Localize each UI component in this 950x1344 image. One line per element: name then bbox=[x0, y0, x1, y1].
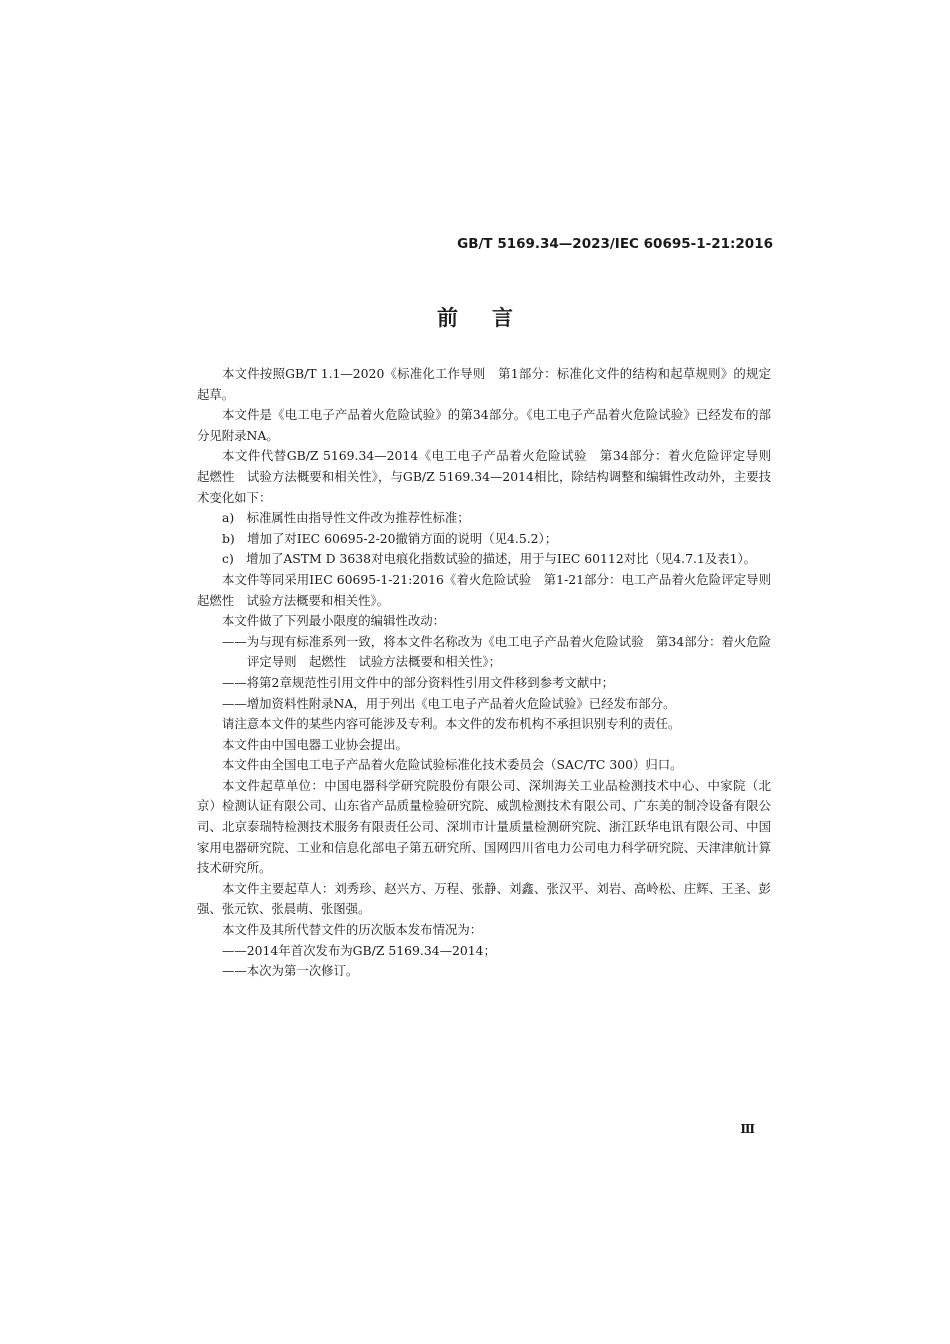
list-item: ——将第2章规范性引用文件中的部分资料性引用文件移到参考文献中； bbox=[222, 674, 614, 690]
list-item: ——2014年首次发布为GB/Z 5169.34—2014； bbox=[222, 942, 496, 958]
paragraph: 本文件按照GB/T 1.1—2020《标准化工作导则 第1部分：标准化文件的结构和起草规则》的规定起草。 bbox=[197, 366, 771, 402]
paragraph: 本文件做了下列最小限度的编辑性改动： bbox=[222, 613, 446, 629]
list-item: c) 增加了ASTM D 3638对电痕化指数试验的描述，用于与IEC 60112对比（见4.7.1及表1）。 bbox=[222, 551, 757, 567]
paragraph: 本文件主要起草人：刘秀珍、赵兴方、万程、张静、刘鑫、张汉平、刘岩、高岭松、庄辉、王圣、彭强、张元钦、张晨萌、张图强。 bbox=[197, 880, 771, 917]
page-title: 前言 bbox=[437, 306, 547, 330]
paragraph: 本文件由中国电器工业协会提出。 bbox=[222, 736, 408, 752]
list-item: ——本次为第一次修订。 bbox=[222, 963, 359, 979]
paragraph: 本文件起草单位：中国电器科学研究院股份有限公司、深圳海关工业品检测技术中心、中家院（北京）检测认证有限公司、山东省产品质量检验研究院、威凯检测技术有限公司、广东美的制冷设备有限公司、北京泰瑞特检测技术服务有限责任公司、深圳市计量质量检测研究院、浙江跃华电讯有限公司、中国家用电器研究院、工业和信息化部电子第五研究所、国网四川省电力公司电力科学研究院、天津津航计算技术研究所。 bbox=[197, 777, 771, 876]
list-item: ——为与现有标准系列一致，将本文件名称改为《电工电子产品着火危险试验 第34部分：着火危险评定导则 起燃性 试验方法概要和相关性》； bbox=[222, 633, 771, 670]
foreword-body bbox=[197, 364, 784, 982]
standard-code-header: GB/T 5169.34—2023/IEC 60695-1-21:2016 bbox=[457, 236, 773, 252]
list-item: a) 标准属性由指导性文件改为推荐性标准； bbox=[222, 510, 470, 526]
paragraph: 请注意本文件的某些内容可能涉及专利。本文件的发布机构不承担识别专利的责任。 bbox=[222, 716, 681, 732]
paragraph: 本文件由全国电工电子产品着火危险试验标准化技术委员会（SAC/TC 300）归口。 bbox=[222, 757, 683, 773]
paragraph: 本文件及其所代替文件的历次版本发布情况为： bbox=[222, 922, 483, 938]
list-item: ——增加资料性附录NA，用于列出《电工电子产品着火危险试验》已经发布部分。 bbox=[222, 695, 676, 711]
paragraph: 本文件代替GB/Z 5169.34—2014《电工电子产品着火危险试验 第34部分：着火危险评定导则 起燃性 试验方法概要和相关性》，与GB/Z 5169.34—2014相比，除结构调整和编辑性改动外，主要技术变化如下： bbox=[197, 448, 784, 505]
list-item: b) 增加了对IEC 60695-2-20撤销方面的说明（见4.5.2）； bbox=[222, 530, 558, 546]
page-number: Ⅲ bbox=[740, 1122, 755, 1136]
paragraph: 本文件是《电工电子产品着火危险试验》的第34部分。《电工电子产品着火危险试验》已经发布的部分见附录NA。 bbox=[197, 407, 771, 443]
paragraph: 本文件等同采用IEC 60695-1-21:2016《着火危险试验 第1-21部分：电工产品着火危险评定导则 起燃性 试验方法概要和相关性》。 bbox=[197, 571, 784, 608]
